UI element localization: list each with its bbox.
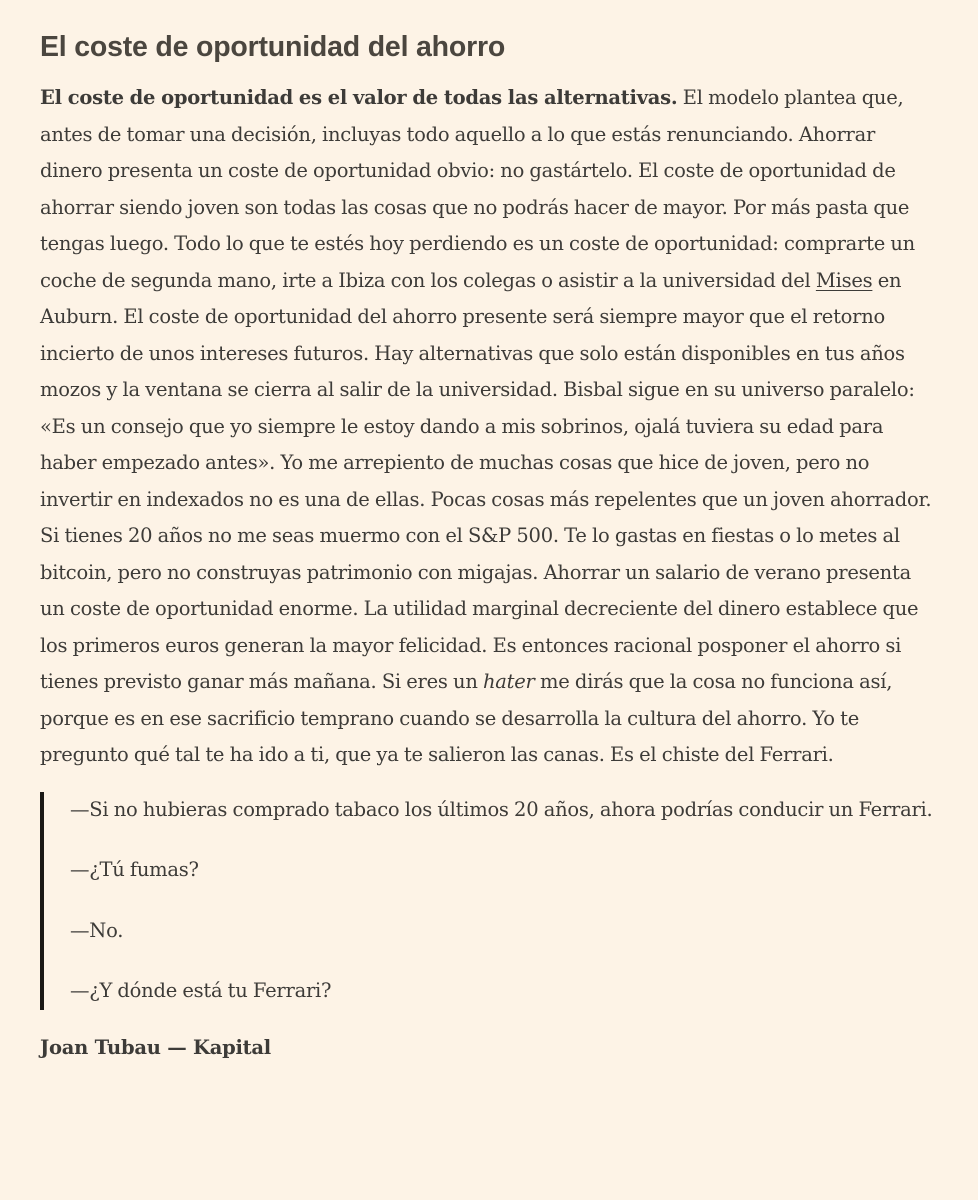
quote-attribution: Joan Tubau — Kapital xyxy=(40,1035,271,1059)
paragraph-text-3: me dirás que la cosa no funciona así, porque es en ese sacrificio temprano cuando se desarrolla la cultura del ahorro. Yo te pregunto qué tal te ha ido a ti, que ya te salieron las canas. Es el chiste del Ferrari. xyxy=(40,670,893,766)
article-heading: El coste de oportunidad del ahorro xyxy=(40,31,506,63)
paragraph-emphasis: hater xyxy=(482,670,535,693)
mises-link[interactable]: Mises xyxy=(815,268,873,292)
quote-line: —No. xyxy=(70,918,124,942)
quote-line: —¿Tú fumas? xyxy=(70,858,199,881)
ferrari-joke-quote xyxy=(40,792,938,1010)
quote-line: —¿Y dónde está tu Ferrari? xyxy=(70,979,332,1002)
paragraph-text-2: en Auburn. El coste de oportunidad del ahorro presente será siempre mayor que el retorno incierto de unos intereses futuros. Hay alternativas que solo están disponibles en tus años mozos y la ventana se cierra al salir de la universidad. Bisbal sigue en su universo paralelo: «Es un consejo que yo siempre le estoy dando a mis sobrinos, ojalá tuviera su edad para haber empezado antes». Yo me arrepiento de muchas cosas que hice de joven, pero no invertir en indexados no es una de ellas. Pocas cosas más repelentes que un joven ahorrador. Si tienes 20 años no me seas muermo con el S&P 500. Te lo gastas en fiestas o lo metes al bitcoin, pero no construyas patrimonio con migajas. Ahorrar un salario de verano presenta un coste de oportunidad enorme. La utilidad marginal decreciente del dinero establece que los primeros euros generan la mayor felicidad. Es entonces racional posponer el ahorro si tienes previsto ganar más mañana. Si eres un xyxy=(40,268,932,693)
paragraph-lead: El coste de oportunidad es el valor de todas las alternativas. xyxy=(40,86,678,109)
article-paragraph xyxy=(40,80,938,774)
quote-line: —Si no hubieras comprado tabaco los últimos 20 años, ahora podrías conducir un Ferrari. xyxy=(70,797,933,821)
paragraph-text-1: El modelo plantea que, antes de tomar una decisión, incluyas todo aquello a lo que estás renunciando. Ahorrar dinero presenta un coste de oportunidad obvio: no gastártelo. El coste de oportunidad de ahorrar siendo joven son todas las cosas que no podrás hacer de mayor. Por más pasta que tengas luego. Todo lo que te estés hoy perdiendo es un coste de oportunidad: comprarte un coche de segunda mano, irte a Ibiza con los colegas o asistir a la universidad del xyxy=(40,86,915,292)
